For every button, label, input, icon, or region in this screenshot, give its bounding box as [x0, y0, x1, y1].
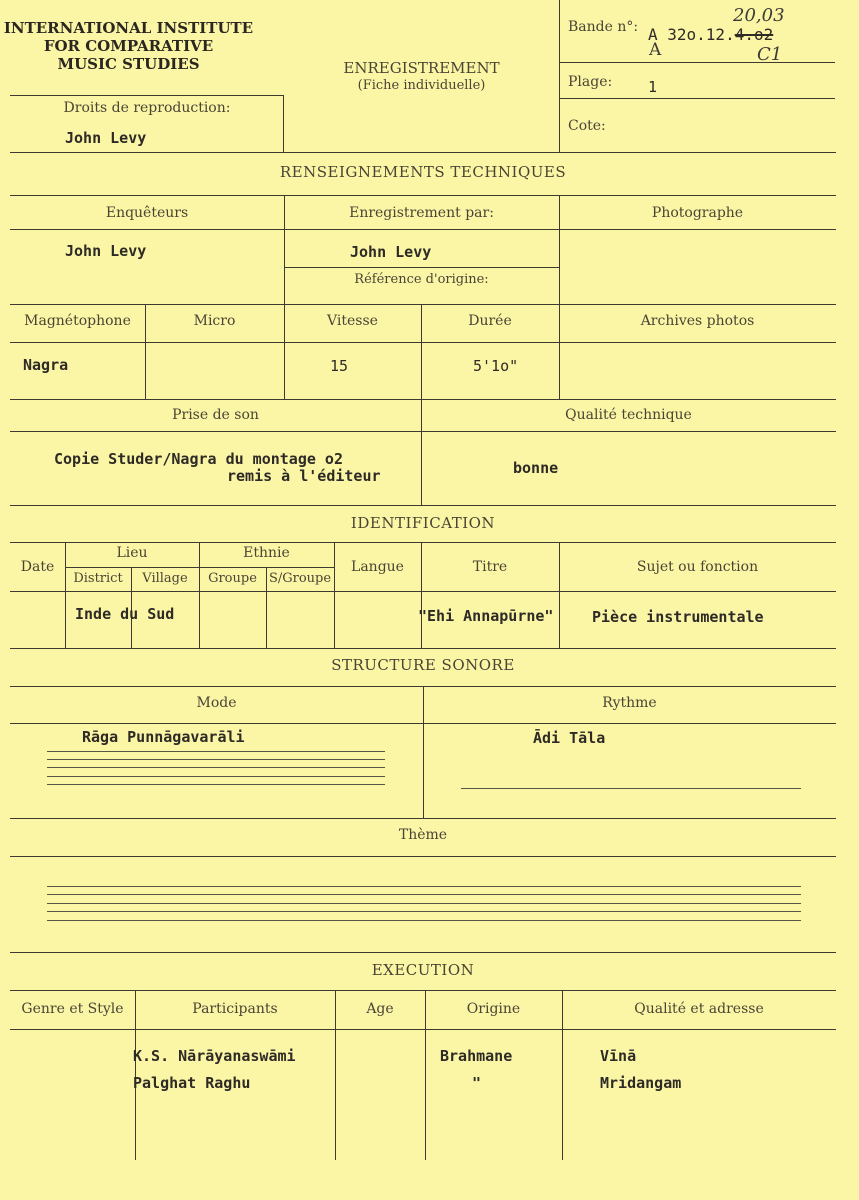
micro-label: Micro [193, 313, 236, 329]
langue-label: Langue [351, 559, 404, 575]
qualite-technique-label: Qualité technique [565, 407, 692, 423]
participants-label: Participants [192, 1001, 278, 1017]
prise-de-son-value-line2: remis à l'éditeur [227, 467, 381, 485]
qualite-adresse-label: Qualité et adresse [634, 1001, 764, 1017]
droits-label: Droits de reproduction: [63, 100, 231, 116]
section-title-structure: STRUCTURE SONORE [331, 656, 515, 674]
lieu-label: Lieu [116, 545, 148, 561]
duree-label: Durée [468, 313, 512, 329]
participant-origine: Brahmane [440, 1047, 513, 1065]
participant-name: K.S. Nārāyanaswāmi [133, 1047, 296, 1065]
enregistrement-value: John Levy [350, 243, 432, 261]
origine-label: Origine [466, 1001, 521, 1017]
titre-value: "Ehi Annapūrne" [418, 607, 554, 625]
village-label: Village [142, 571, 188, 586]
vitesse-label: Vitesse [327, 313, 378, 329]
age-label: Age [366, 1001, 394, 1017]
cote-label: Cote: [568, 118, 606, 134]
section-title-identification: IDENTIFICATION [350, 514, 496, 532]
qualite-technique-value: bonne [513, 459, 559, 477]
bande-label: Bande n°: [568, 19, 639, 35]
section-title-execution: EXECUTION [371, 961, 475, 979]
archives-label: Archives photos [640, 313, 755, 329]
bande-handwritten-top: 20,03 [733, 5, 785, 26]
institute-line-2: FOR COMPARATIVE [43, 37, 214, 55]
section-title-technique: RENSEIGNEMENTS TECHNIQUES [279, 163, 567, 181]
sgroupe-label: S/Groupe [268, 571, 332, 586]
bande-handwritten-left: A [649, 40, 662, 60]
titre-label: Titre [472, 559, 508, 575]
rythme-value: Ādi Tāla [533, 729, 606, 747]
sujet-label: Sujet ou fonction [636, 559, 759, 575]
bande-value-main: A 32o.12. [648, 25, 735, 44]
form-subtitle: (Fiche individuelle) [357, 78, 486, 93]
groupe-label: Groupe [208, 571, 257, 586]
participant-qualite: Vīnā [600, 1047, 637, 1065]
form-title: ENREGISTREMENT [343, 59, 500, 77]
institute-line-1: INTERNATIONAL INSTITUTE [3, 19, 254, 37]
magnetophone-value: Nagra [23, 356, 69, 374]
enregistrement-label: Enregistrement par: [349, 205, 494, 221]
theme-label: Thème [398, 827, 448, 843]
plage-value: 1 [648, 78, 658, 96]
bande-handwritten-right: C1 [757, 44, 783, 65]
photographe-label: Photographe [651, 205, 744, 221]
prise-de-son-label: Prise de son [172, 407, 259, 423]
bande-value [648, 25, 773, 44]
date-label: Date [20, 559, 55, 575]
participant-name: Palghat Raghu [133, 1074, 251, 1092]
participant-origine: " [472, 1074, 482, 1092]
vitesse-value: 15 [330, 357, 349, 375]
enqueteurs-label: Enquêteurs [105, 205, 189, 221]
prise-de-son-value-line1: Copie Studer/Nagra du montage o2 [54, 450, 343, 468]
genre-label: Genre et Style [21, 1001, 124, 1017]
participant-qualite: Mridangam [600, 1074, 682, 1092]
enqueteurs-value: John Levy [65, 242, 147, 260]
mode-label: Mode [196, 695, 237, 711]
droits-value: John Levy [65, 129, 147, 147]
lieu-value: Inde du Sud [75, 605, 175, 623]
rythme-label: Rythme [602, 695, 657, 711]
plage-label: Plage: [568, 74, 613, 90]
sujet-value: Pièce instrumentale [592, 608, 764, 626]
institute-line-3: MUSIC STUDIES [57, 55, 200, 73]
magnetophone-label: Magnétophone [24, 313, 131, 329]
duree-value: 5'1o" [473, 357, 519, 375]
mode-value: Rāga Punnāgavarāli [82, 728, 245, 746]
reference-label: Référence d'origine: [354, 272, 489, 287]
ethnie-label: Ethnie [243, 545, 290, 561]
bande-value-struck: 4.o2 [734, 25, 774, 44]
district-label: District [73, 571, 123, 586]
